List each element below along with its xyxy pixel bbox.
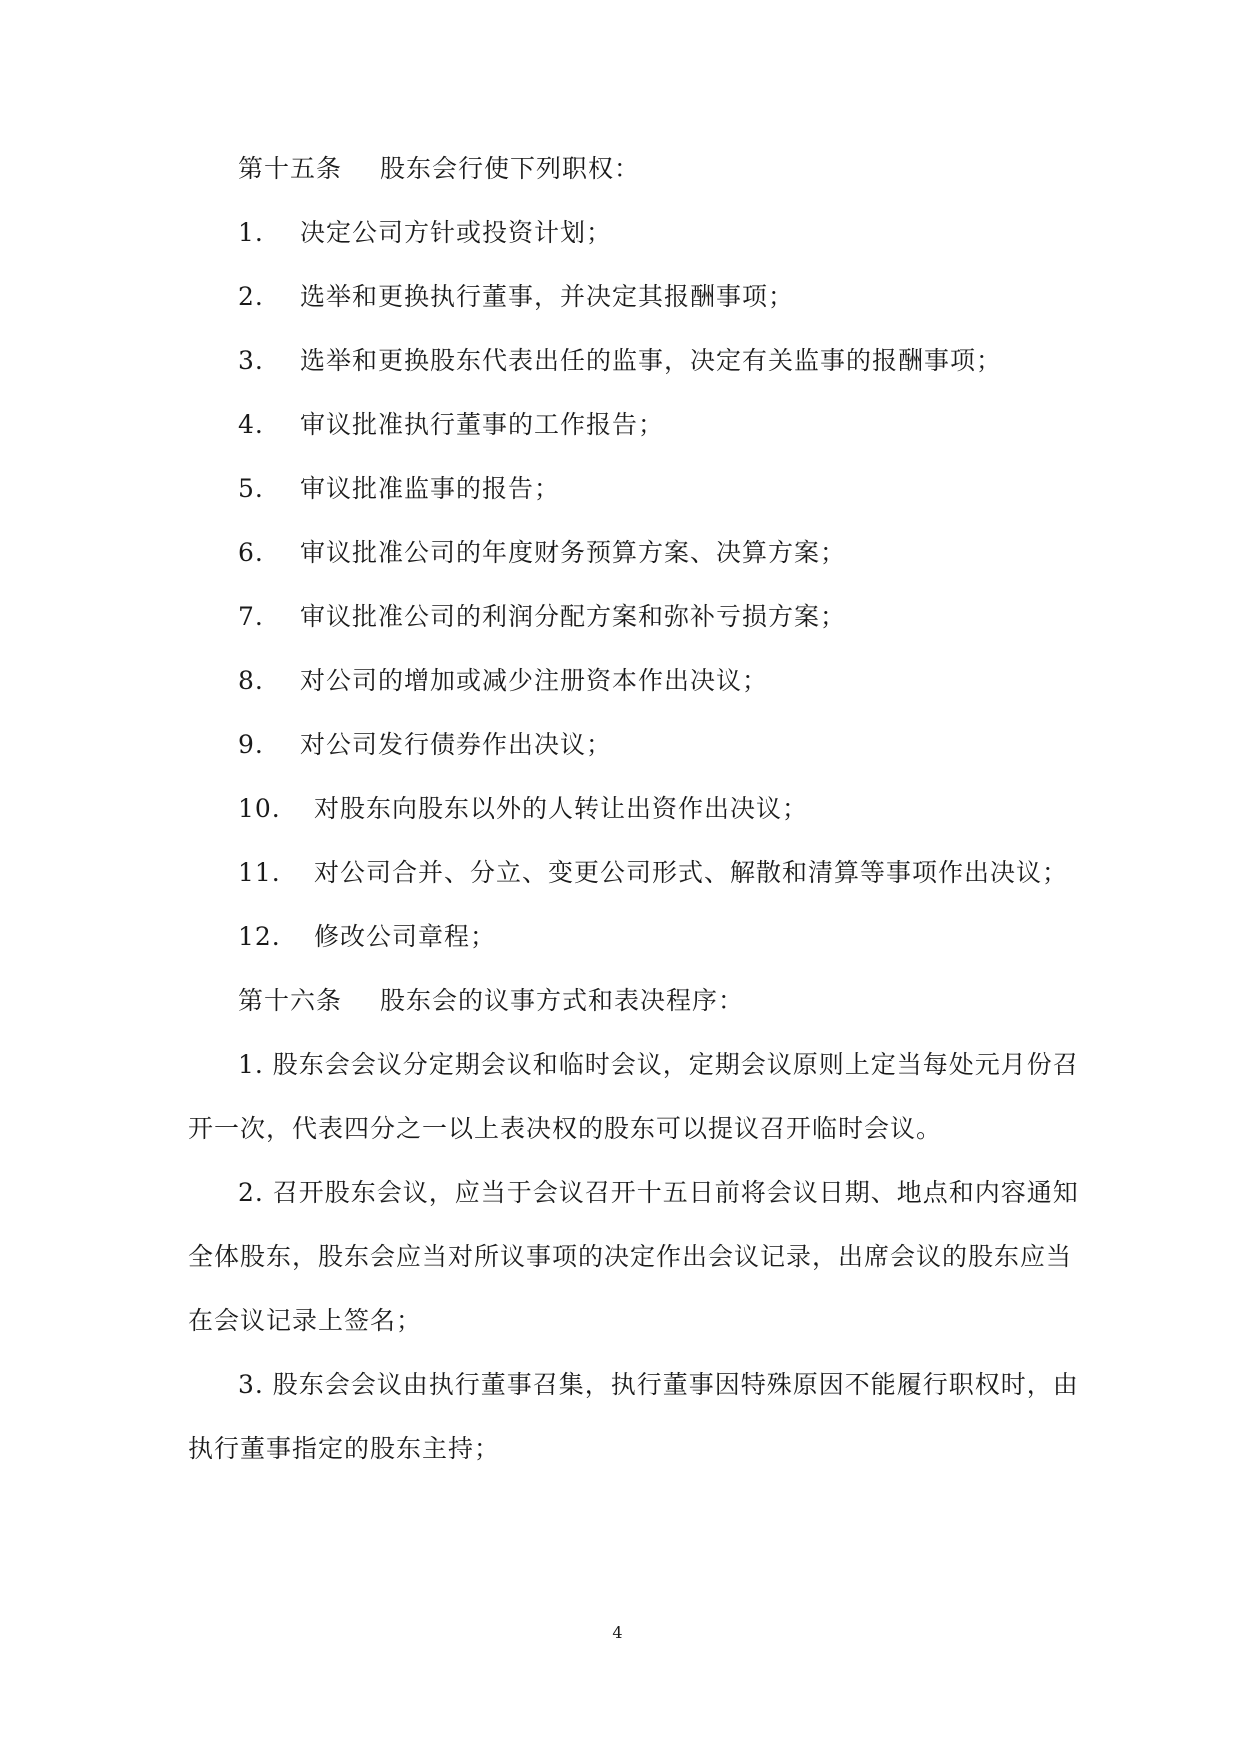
list-item-text: 对股东向股东以外的人转让出资作出决议； [314,794,809,823]
list-item [238,666,768,696]
page-number: 4 [612,1623,623,1642]
list-item-number: 11. [238,858,281,887]
list-item [238,474,560,504]
list-item-text: 对公司合并、分立、变更公司形式、解散和清算等事项作出决议； [314,858,1069,887]
paragraph-line: 3. 股东会会议由执行董事召集，执行董事因特殊原因不能履行职权时，由 [238,1370,1079,1399]
list-item-number: 3. [238,346,264,375]
list-item-number: 4. [238,410,264,439]
list-item-text: 审议批准执行董事的工作报告； [300,410,665,439]
list-item [238,858,1068,888]
list-item [238,538,846,568]
article-16-label: 第十六条 [238,986,343,1015]
list-item [238,602,846,632]
paragraph-line: 执行董事指定的股东主持； [188,1434,501,1463]
list-item [238,410,664,440]
list-item-number: 1. [238,218,264,247]
article-15-label: 第十五条 [238,154,343,183]
article-16-title: 股东会的议事方式和表决程序： [380,986,745,1015]
list-item-text: 决定公司方针或投资计划； [300,218,613,247]
list-item [238,794,808,824]
list-item-text: 选举和更换执行董事，并决定其报酬事项； [300,282,795,311]
list-item-text: 审议批准公司的年度财务预算方案、决算方案； [300,538,847,567]
list-item [238,218,612,248]
article-16-heading [238,986,744,1016]
paragraph-line: 2. 召开股东会议，应当于会议召开十五日前将会议日期、地点和内容通知 [238,1178,1079,1207]
list-item-number: 5. [238,474,264,503]
paragraph-line: 开一次，代表四分之一以上表决权的股东可以提议召开临时会议。 [188,1114,943,1143]
article-15-title: 股东会行使下列职权： [380,154,641,183]
paragraph-line: 在会议记录上签名； [188,1306,423,1335]
list-item-number: 7. [238,602,264,631]
list-item-text: 选举和更换股东代表出任的监事，决定有关监事的报酬事项； [300,346,1003,375]
list-item-number: 2. [238,282,264,311]
list-item [238,730,612,760]
list-item-text: 修改公司章程； [314,922,497,951]
paragraph-line: 全体股东，股东会应当对所议事项的决定作出会议记录，出席会议的股东应当 [188,1242,1073,1271]
list-item-number: 8. [238,666,264,695]
list-item-number: 10. [238,794,281,823]
paragraph-line: 1. 股东会会议分定期会议和临时会议，定期会议原则上定当每处元月份召 [238,1050,1079,1079]
list-item-text: 审议批准公司的利润分配方案和弥补亏损方案； [300,602,847,631]
list-item [238,346,1002,376]
list-item-number: 9. [238,730,264,759]
list-item [238,922,496,952]
list-item-text: 对公司发行债券作出决议； [300,730,613,759]
article-15-heading [238,154,640,184]
list-item-text: 对公司的增加或减少注册资本作出决议； [300,666,769,695]
list-item [238,282,794,312]
list-item-number: 12. [238,922,281,951]
list-item-text: 审议批准监事的报告； [300,474,561,503]
list-item-number: 6. [238,538,264,567]
